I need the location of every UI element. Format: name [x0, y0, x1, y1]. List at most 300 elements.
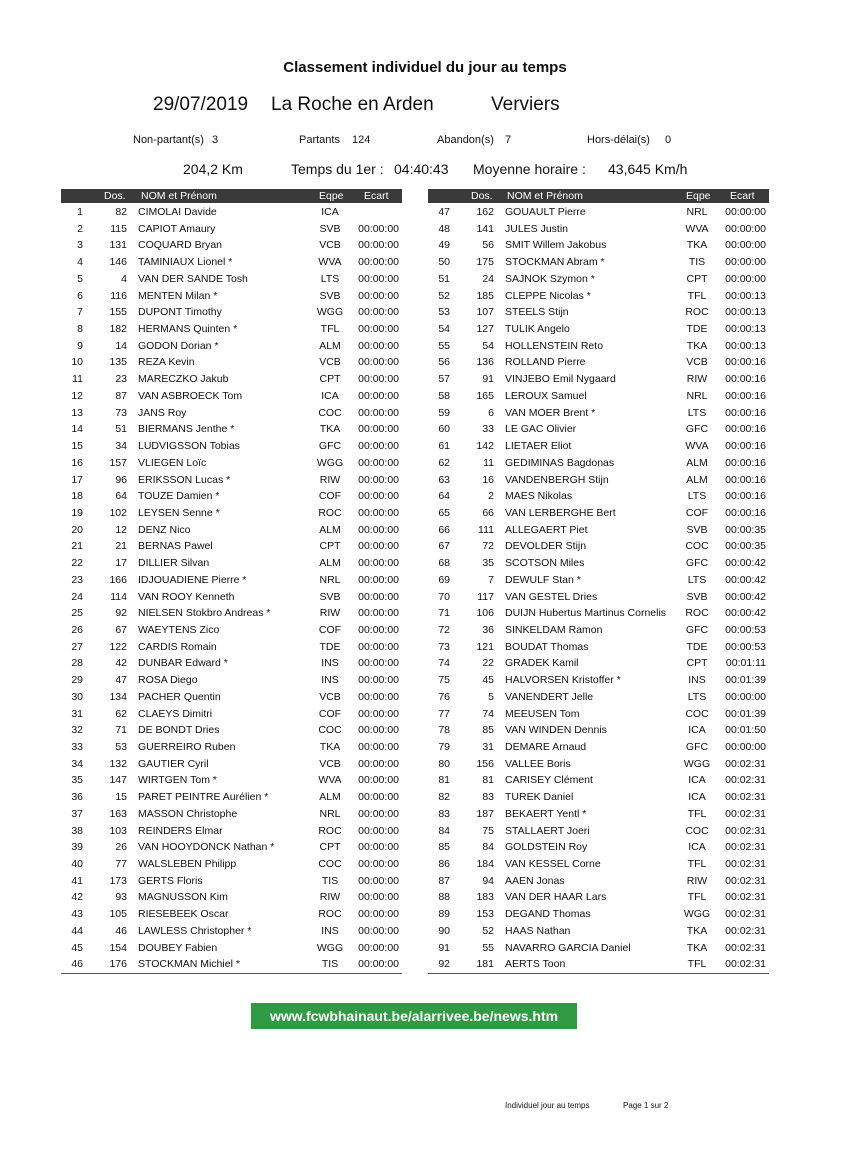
gap: 00:00:00: [358, 306, 399, 319]
dossard: 142: [476, 440, 494, 453]
non-partants-value: 3: [212, 134, 219, 146]
position: 2: [77, 222, 83, 235]
gap: 00:00:42: [725, 557, 766, 570]
table-row: [61, 471, 402, 488]
dossard: 96: [115, 473, 127, 486]
table-row: [428, 303, 769, 320]
position: 65: [438, 506, 450, 519]
rider-name: VANDENBERGH Stijn: [505, 473, 609, 486]
rider-name: DILLIER Silvan: [138, 557, 210, 570]
table-row: [61, 688, 402, 705]
rider-name: COQUARD Bryan: [138, 239, 223, 252]
footer-doc-name: Individuel jour au temps: [505, 1101, 590, 1110]
table-row: [61, 253, 402, 270]
dossard: 116: [110, 289, 127, 302]
rider-name: DUPONT Timothy: [138, 306, 222, 319]
position: 6: [77, 289, 83, 302]
rider-name: VLIEGEN Loïc: [138, 456, 207, 469]
position: 38: [71, 824, 83, 837]
table-row: [428, 638, 769, 655]
gap: 00:02:31: [725, 908, 766, 921]
rider-name: IDJOUADIENE Pierre *: [138, 573, 247, 586]
dossard: 54: [482, 339, 494, 352]
rider-name: CLEPPE Nicolas *: [505, 289, 591, 302]
position: 22: [71, 557, 83, 570]
gap: 00:00:42: [725, 607, 766, 620]
team: COC: [318, 858, 342, 871]
header-dos: Dos.: [104, 190, 126, 202]
dossard: 74: [482, 707, 494, 720]
rider-name: VAN DER SANDE Tosh: [138, 272, 248, 285]
table-row: [61, 638, 402, 655]
table-row: [61, 771, 402, 788]
partants-label: Partants: [299, 134, 340, 146]
position: 45: [71, 941, 83, 954]
dossard: 106: [476, 607, 494, 620]
team: COF: [318, 623, 342, 636]
table-row: [61, 370, 402, 387]
table-row: [61, 203, 402, 220]
rider-name: SCOTSON Miles: [505, 557, 585, 570]
table-row: [428, 437, 769, 454]
gap: 00:00:00: [358, 389, 399, 402]
table-row: [61, 604, 402, 621]
rider-name: VALLEE Boris: [505, 757, 571, 770]
gap: 00:00:00: [725, 690, 766, 703]
table-row: [61, 671, 402, 688]
rider-name: DEWULF Stan *: [505, 573, 581, 586]
team: TKA: [686, 239, 708, 252]
table-row: [61, 337, 402, 354]
gap: 00:00:35: [725, 540, 766, 553]
position: 25: [71, 607, 83, 620]
table-row: [428, 571, 769, 588]
gap: 00:00:00: [358, 841, 399, 854]
table-row: [61, 855, 402, 872]
gap: 00:00:00: [725, 741, 766, 753]
table-row: [61, 888, 402, 905]
rider-name: DUIJN Hubertus Martinus Cornelis: [505, 607, 667, 620]
rider-name: LEYSEN Senne *: [138, 506, 220, 519]
position: 20: [71, 523, 83, 536]
position: 33: [71, 741, 83, 753]
gap: 00:00:00: [358, 741, 399, 753]
team: GFC: [685, 557, 709, 570]
position: 32: [71, 724, 83, 737]
table-row: [428, 738, 769, 755]
rider-name: REZA Kevin: [138, 356, 195, 369]
position: 40: [71, 858, 83, 871]
gap: 00:00:16: [725, 456, 766, 469]
rider-name: REINDERS Elmar: [138, 824, 223, 837]
position: 74: [438, 657, 450, 670]
rider-name: VAN LERBERGHE Bert: [505, 506, 616, 519]
position: 73: [438, 640, 450, 653]
position: 52: [438, 289, 450, 302]
team: VCB: [319, 356, 341, 369]
rider-name: GOUAULT Pierre: [505, 206, 586, 218]
team: INS: [321, 657, 339, 670]
dossard: 71: [115, 724, 127, 737]
position: 61: [438, 440, 450, 453]
position: 11: [72, 373, 83, 386]
position: 29: [71, 674, 83, 687]
website-banner[interactable]: www.fcwbhainaut.be/alarrivee.be/news.htm: [251, 1003, 577, 1029]
dossard: 122: [109, 640, 127, 653]
position: 3: [77, 239, 83, 252]
dossard: 181: [476, 958, 494, 971]
gap: 00:00:00: [358, 941, 399, 954]
position: 34: [71, 757, 83, 770]
rider-name: TAMINIAUX Lionel *: [138, 256, 233, 269]
position: 62: [438, 456, 450, 469]
results-table-right: [428, 189, 769, 974]
rider-name: ROSA Diego: [138, 674, 198, 687]
team: CPT: [319, 373, 341, 386]
table-row: [61, 788, 402, 805]
team: GFC: [685, 741, 709, 753]
dossard: 4: [121, 272, 127, 285]
team: TFL: [320, 323, 340, 336]
rider-name: LAWLESS Christopher *: [138, 924, 252, 937]
table-row: [61, 872, 402, 889]
dossard: 22: [482, 657, 494, 670]
rider-name: MENTEN Milan *: [138, 289, 218, 302]
team: COC: [685, 824, 709, 837]
gap: 00:01:39: [725, 707, 766, 720]
gap: 00:02:31: [725, 858, 766, 871]
table-row: [428, 621, 769, 638]
position: 90: [438, 924, 450, 937]
team: TKA: [686, 941, 708, 954]
gap: 00:00:00: [358, 807, 399, 820]
gap: 00:02:31: [725, 924, 766, 937]
position: 76: [438, 690, 450, 703]
table-row: [428, 521, 769, 538]
gap: 00:00:00: [358, 707, 399, 720]
table-row: [428, 320, 769, 337]
rider-name: MEEUSEN Tom: [505, 707, 580, 720]
dossard: 11: [483, 456, 494, 469]
dossard: 184: [476, 858, 494, 871]
rider-name: DENZ Nico: [138, 523, 191, 536]
dossard: 107: [476, 306, 494, 319]
dossard: 34: [115, 440, 127, 453]
rider-name: VAN ASBROECK Tom: [138, 389, 243, 402]
rider-name: JULES Justin: [505, 222, 569, 235]
rider-name: STOCKMAN Abram *: [505, 256, 605, 269]
hors-delai-label: Hors-délai(s): [587, 134, 650, 146]
table-row: [428, 220, 769, 237]
header-gap: Ecart: [730, 190, 755, 202]
rider-name: CARISEY Clément: [505, 774, 593, 787]
gap: 00:00:00: [358, 623, 399, 636]
position: 9: [77, 339, 83, 352]
table-row: [428, 805, 769, 822]
rider-name: HALVORSEN Kristoffer *: [505, 674, 621, 687]
table-row: [428, 588, 769, 605]
gap: 00:00:00: [358, 440, 399, 453]
rider-name: GERTS Floris: [138, 874, 203, 887]
dossard: 111: [478, 523, 494, 536]
table-row: [61, 755, 402, 772]
position: 59: [438, 406, 450, 419]
position: 81: [438, 774, 450, 787]
rider-name: BERNAS Pawel: [138, 540, 213, 553]
dossard: 117: [477, 590, 494, 603]
team: ALM: [319, 557, 341, 570]
team: COC: [685, 540, 709, 553]
table-row: [61, 353, 402, 370]
gap: 00:00:00: [358, 724, 399, 737]
team: ALM: [319, 339, 341, 352]
rider-name: GUERREIRO Ruben: [138, 741, 236, 753]
dossard: 7: [488, 573, 494, 586]
team: ROC: [685, 306, 709, 319]
gap: 00:00:00: [358, 607, 399, 620]
rider-name: GOLDSTEIN Roy: [505, 841, 588, 854]
table-row: [61, 487, 402, 504]
footer-page: Page 1 sur 2: [623, 1101, 669, 1110]
gap: 00:00:16: [725, 389, 766, 402]
team: TDE: [319, 640, 341, 653]
position: 68: [438, 557, 450, 570]
rider-name: DEGAND Thomas: [505, 908, 591, 921]
gap: 00:00:00: [358, 272, 399, 285]
position: 7: [77, 306, 83, 319]
table-row: [428, 688, 769, 705]
gap: 00:00:00: [358, 289, 399, 302]
rider-name: SMIT Willem Jakobus: [505, 239, 607, 252]
team: TKA: [686, 924, 708, 937]
position: 8: [77, 323, 83, 336]
rider-name: HOLLENSTEIN Reto: [505, 339, 604, 352]
team: RIW: [319, 607, 341, 620]
table-row: [61, 922, 402, 939]
gap: 00:00:42: [725, 590, 766, 603]
team: LTS: [687, 490, 707, 503]
team: WVA: [685, 440, 709, 453]
dossard: 73: [115, 406, 127, 419]
rider-name: CAPIOT Amaury: [138, 222, 216, 235]
rider-name: WIRTGEN Tom *: [138, 774, 217, 787]
team: ROC: [318, 908, 342, 921]
dossard: 147: [109, 774, 127, 787]
position: 88: [438, 891, 450, 904]
position: 53: [438, 306, 450, 319]
header-gap: Ecart: [364, 190, 389, 202]
position: 35: [71, 774, 83, 787]
team: ICA: [688, 791, 706, 804]
dossard: 132: [109, 757, 127, 770]
gap: 00:00:13: [725, 289, 766, 302]
dossard: 51: [115, 423, 127, 436]
position: 21: [71, 540, 83, 553]
team: SVB: [319, 590, 341, 603]
dossard: 93: [115, 891, 127, 904]
dossard: 23: [115, 373, 127, 386]
gap: 00:00:00: [358, 924, 399, 937]
team: VCB: [319, 239, 341, 252]
gap: 00:00:13: [725, 306, 766, 319]
team: RIW: [686, 373, 708, 386]
dossard: 165: [476, 389, 494, 402]
gap: 00:00:00: [358, 473, 399, 486]
gap: 00:00:16: [725, 406, 766, 419]
position: 28: [71, 657, 83, 670]
gap: 00:00:16: [725, 373, 766, 386]
team: TDE: [686, 640, 708, 653]
position: 50: [438, 256, 450, 269]
table-row: [61, 387, 402, 404]
dossard: 94: [482, 874, 494, 887]
dossard: 154: [109, 941, 127, 954]
rider-name: VAN WINDEN Dennis: [505, 724, 607, 737]
position: 78: [438, 724, 450, 737]
gap: 00:00:00: [358, 423, 399, 436]
position: 12: [71, 389, 83, 402]
position: 82: [438, 791, 450, 804]
team: LTS: [320, 272, 340, 285]
dossard: 15: [115, 791, 127, 804]
rider-name: VAN KESSEL Corne: [505, 858, 601, 871]
gap: 00:00:00: [358, 874, 399, 887]
team: WVA: [685, 222, 709, 235]
position: 23: [71, 573, 83, 586]
gap: 00:00:00: [725, 272, 766, 285]
rider-name: HERMANS Quinten *: [138, 323, 238, 336]
average-speed: 43,645 Km/h: [608, 161, 688, 177]
rider-name: AERTS Toon: [505, 958, 566, 971]
position: 63: [438, 473, 450, 486]
table-row: [61, 554, 402, 571]
gap: 00:00:00: [358, 239, 399, 252]
table-row: [428, 771, 769, 788]
rider-name: ALLEGAERT Piet: [505, 523, 588, 536]
position: 1: [77, 206, 83, 218]
table-row: [61, 504, 402, 521]
dossard: 55: [482, 941, 494, 954]
gap: 00:00:00: [725, 239, 766, 252]
team: CPT: [686, 272, 708, 285]
rider-name: NIELSEN Stokbro Andreas *: [138, 607, 271, 620]
position: 39: [71, 841, 83, 854]
table-row: [428, 420, 769, 437]
position: 37: [71, 807, 83, 820]
dossard: 17: [115, 557, 127, 570]
rider-name: GEDIMINAS Bagdonas: [505, 456, 615, 469]
gap: 00:00:00: [358, 690, 399, 703]
rider-name: VAN MOER Brent *: [505, 406, 596, 419]
gap: 00:00:00: [725, 222, 766, 235]
gap: 00:00:00: [358, 456, 399, 469]
gap: 00:00:00: [358, 506, 399, 519]
rider-name: CIMOLAI Davide: [138, 206, 217, 218]
dossard: 163: [109, 807, 127, 820]
rider-name: DUNBAR Edward *: [138, 657, 228, 670]
dossard: 42: [115, 657, 127, 670]
dossard: 175: [476, 256, 494, 269]
gap: 00:00:16: [725, 506, 766, 519]
team: ICA: [688, 774, 706, 787]
dossard: 105: [109, 908, 127, 921]
table-row: [428, 955, 769, 972]
gap: 00:02:31: [725, 824, 766, 837]
dossard: 14: [115, 339, 127, 352]
team: TIS: [321, 874, 339, 887]
team: CPT: [686, 657, 708, 670]
rider-name: VAN ROOY Kenneth: [138, 590, 235, 603]
rider-name: HAAS Nathan: [505, 924, 571, 937]
position: 31: [71, 707, 83, 720]
table-row: [61, 303, 402, 320]
dossard: 67: [115, 623, 127, 636]
table-row: [61, 236, 402, 253]
position: 24: [71, 590, 83, 603]
dossard: 2: [488, 490, 494, 503]
rider-name: CLAEYS Dimitri: [138, 707, 213, 720]
position: 27: [71, 640, 83, 653]
header-team: Eqpe: [686, 190, 711, 202]
dossard: 103: [109, 824, 127, 837]
dossard: 91: [482, 373, 494, 386]
dossard: 85: [482, 724, 494, 737]
dossard: 45: [482, 674, 494, 687]
table-row: [428, 253, 769, 270]
table-row: [61, 571, 402, 588]
gap: 00:00:00: [358, 373, 399, 386]
team: NRL: [686, 389, 708, 402]
team: TFL: [687, 807, 707, 820]
position: 19: [71, 506, 83, 519]
table-row: [428, 287, 769, 304]
rider-name: GODON Dorian *: [138, 339, 219, 352]
team: WGG: [683, 908, 711, 921]
header-name: NOM et Prénom: [507, 190, 583, 202]
rider-name: SAJNOK Szymon *: [505, 272, 595, 285]
table-row: [61, 420, 402, 437]
dossard: 84: [482, 841, 494, 854]
position: 48: [438, 222, 450, 235]
rider-name: LEROUX Samuel: [505, 389, 587, 402]
gap: 00:02:31: [725, 958, 766, 971]
team: ICA: [688, 724, 706, 737]
dossard: 153: [476, 908, 494, 921]
gap: 00:02:31: [725, 791, 766, 804]
dossard: 12: [115, 523, 127, 536]
team: COC: [318, 406, 342, 419]
table-row: [428, 537, 769, 554]
rider-name: PARET PEINTRE Aurélien *: [138, 791, 269, 804]
dossard: 47: [115, 674, 127, 687]
dossard: 75: [482, 824, 494, 837]
table-row: [428, 671, 769, 688]
team: COF: [318, 707, 342, 720]
gap: 00:00:00: [725, 256, 766, 269]
position: 57: [438, 373, 450, 386]
team: ROC: [318, 824, 342, 837]
position: 64: [438, 490, 450, 503]
winner-time: 04:40:43: [394, 161, 449, 177]
race-date: 29/07/2019: [153, 94, 249, 115]
team: TFL: [687, 858, 707, 871]
table-row: [428, 504, 769, 521]
table-row: [428, 872, 769, 889]
gap: 00:00:53: [725, 623, 766, 636]
rider-name: STEELS Stijn: [505, 306, 569, 319]
position: 41: [71, 874, 83, 887]
table-row: [428, 404, 769, 421]
